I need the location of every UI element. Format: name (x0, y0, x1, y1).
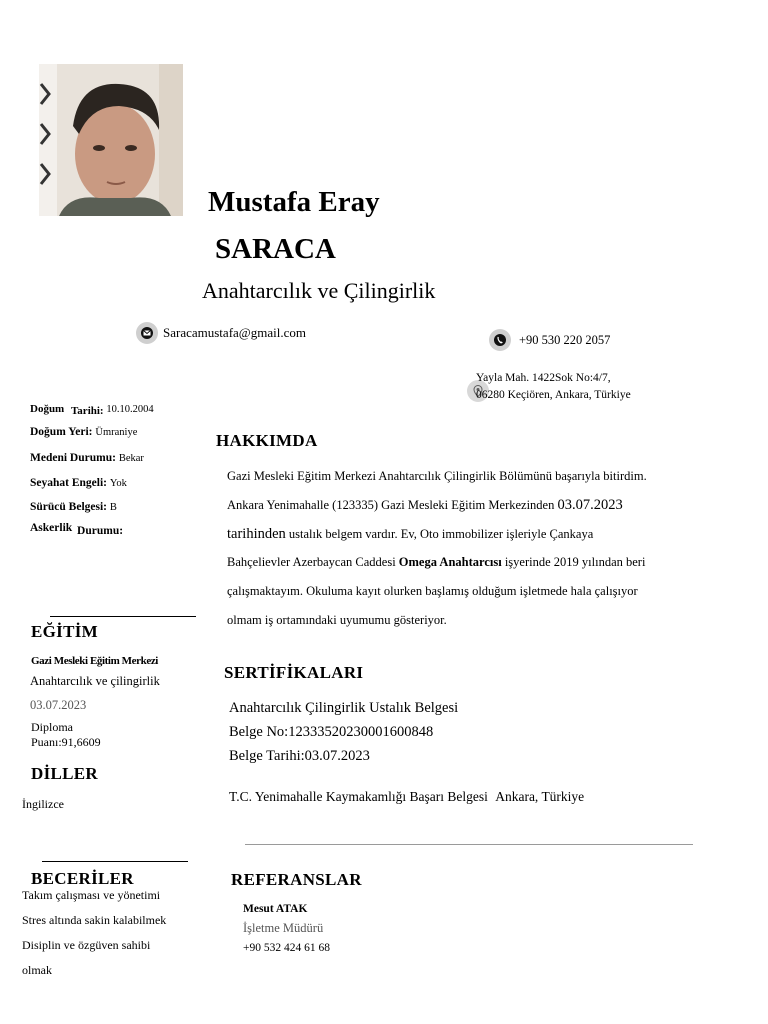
business-name: Omega Anahtarcısı (398, 555, 502, 570)
certificate-award-title: T.C. Yenimahalle Kaymakamlığı Başarı Belgesi (229, 789, 488, 804)
email-icon (136, 322, 158, 344)
skill-item: olmak (22, 963, 52, 977)
divider (42, 861, 188, 862)
reference-name: Mesut ATAK (243, 903, 308, 915)
skill-item: Stres altında sakin kalabilmek (22, 913, 167, 927)
reference-role: İşletme Müdürü (243, 921, 324, 935)
references-heading: REFERANSLAR (231, 870, 362, 889)
diploma-label: Diploma (31, 720, 73, 734)
education-program: Anahtarcılık ve çilingirlik (30, 674, 160, 688)
about-line: çalışmaktayım. Okuluma kayıt olurken başlamış olduğum işletmede hala çalışıyor (227, 584, 638, 599)
about-line: olmam iş ortamındaki uyumumu gösteriyor. (227, 612, 447, 627)
education-date: 03.07.2023 (30, 698, 87, 712)
certificate-date: Belge Tarihi:03.07.2023 (229, 748, 370, 764)
last-name: SARACA (215, 233, 336, 265)
divider (245, 844, 693, 845)
phone-number[interactable]: +90 530 220 2057 (519, 333, 611, 347)
profile-photo (39, 64, 183, 216)
birth-date-value: 10.10.2004 (106, 404, 154, 415)
about-line-part: tarihinden (227, 525, 286, 542)
about-line-part: ustalık belgem vardır. Ev, Oto immobilizer işleriyle Çankaya (285, 526, 594, 541)
email-address[interactable]: Saracamustafa@gmail.com (163, 325, 306, 340)
about-line-part: Ankara Yenimahalle (123335) Gazi Mesleki Eğitim Merkezinden (227, 497, 558, 512)
license-label: Sürücü Belgesi: (30, 501, 107, 513)
travel-row (30, 477, 127, 489)
about-line (227, 491, 697, 520)
about-heading: HAKKIMDA (216, 431, 318, 450)
phone-icon (489, 329, 511, 351)
certificate-number: Belge No:12333520230001600848 (229, 724, 434, 740)
travel-value: Yok (109, 478, 127, 489)
languages-heading: DİLLER (31, 764, 98, 783)
military-label-2: Durumu: (77, 525, 124, 537)
about-line-part: Bahçelievler Azerbaycan Caddesi (227, 555, 399, 570)
marital-label: Medeni Durumu: (30, 452, 116, 464)
skill-item: Disiplin ve özgüven sahibi (22, 938, 151, 952)
profession-title: Anahtarcılık ve Çilingirlik (202, 278, 436, 303)
address-line-1: Yayla Mah. 1422Sok No:4/7, (476, 372, 611, 384)
address (476, 370, 631, 404)
divider (50, 616, 196, 617)
certificate-award-location: Ankara, Türkiye (495, 789, 585, 804)
skills-heading: BECERİLER (31, 869, 134, 888)
birth-date-label-2: Tarihi: (70, 405, 104, 417)
license-value: B (109, 502, 117, 513)
birth-place-row (30, 426, 137, 438)
education-heading: EĞİTİM (31, 622, 98, 641)
language-item: İngilizce (22, 797, 64, 811)
military-row (30, 522, 124, 537)
birth-place-label: Doğum Yeri: (30, 426, 93, 438)
about-text (227, 462, 697, 635)
about-date: 03.07.2023 (557, 496, 623, 513)
travel-label: Seyahat Engeli: (30, 477, 107, 489)
certificates-heading: SERTİFİKALARI (224, 663, 364, 682)
birth-date-label-1: Doğum (30, 403, 65, 415)
education-school: Gazi Mesleki Eğitim Merkezi (31, 655, 158, 667)
about-line-part: işyerinde 2019 yılından beri (501, 555, 646, 570)
skill-item: Takım çalışması ve yönetimi (22, 888, 161, 902)
first-name: Mustafa Eray (208, 186, 380, 218)
reference-phone[interactable]: +90 532 424 61 68 (243, 942, 330, 954)
certificate-title: Anahtarcılık Çilingirlik Ustalık Belgesi (229, 700, 459, 716)
birth-date-row (30, 403, 154, 415)
marital-row (30, 452, 144, 464)
marital-value: Bekar (118, 453, 144, 464)
military-label-1: Askerlik (30, 522, 73, 534)
about-line: Gazi Mesleki Eğitim Merkezi Anahtarcılık Çilingirlik Bölümünü başarıyla bitirdim. (227, 469, 647, 483)
license-row (30, 501, 117, 513)
certificate-award (229, 789, 584, 805)
about-line (227, 520, 697, 549)
birth-place-value: Ümraniye (95, 427, 138, 438)
diploma-score: Puanı:91,6609 (31, 735, 101, 749)
address-line-2: 06280 Keçiören, Ankara, Türkiye (476, 389, 631, 401)
about-line (227, 548, 697, 577)
